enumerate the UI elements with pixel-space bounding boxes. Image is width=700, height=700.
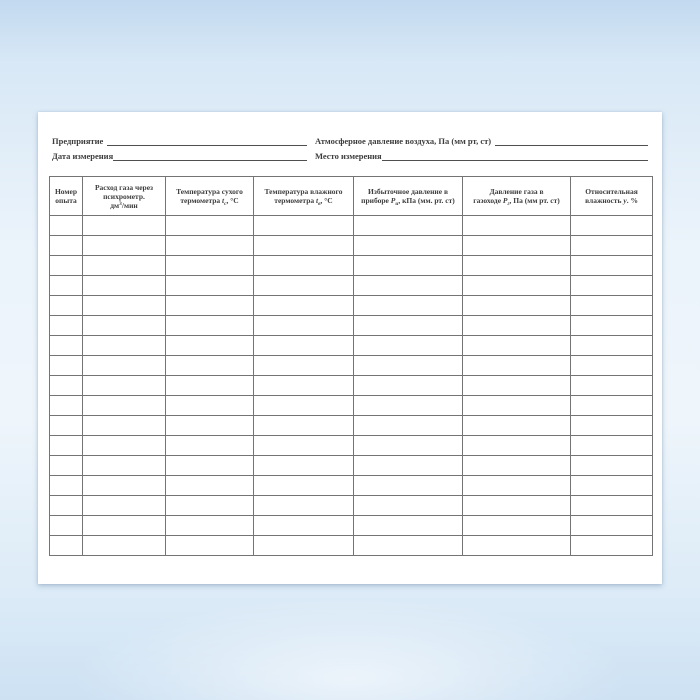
table-cell-excess-pressure-in-device <box>354 476 463 496</box>
table-cell-experiment-number <box>50 516 83 536</box>
table-cell-relative-humidity <box>571 216 653 236</box>
table-cell-dry-bulb-temperature <box>166 476 254 496</box>
table-cell-excess-pressure-in-device <box>354 336 463 356</box>
col-header-excess-pressure-in-device: Избыточное давление в приборе $P_и$, кПа (мм. рт. ст) <box>354 177 463 216</box>
table-cell-wet-bulb-temperature <box>254 376 354 396</box>
table-cell-relative-humidity <box>571 276 653 296</box>
table-cell-experiment-number <box>50 236 83 256</box>
table-cell-gas-flow-through-psychrometer <box>83 356 166 376</box>
table-cell-excess-pressure-in-device <box>354 496 463 516</box>
table-cell-wet-bulb-temperature <box>254 256 354 276</box>
table-cell-gas-pressure-in-duct <box>463 376 571 396</box>
table-cell-wet-bulb-temperature <box>254 456 354 476</box>
table-cell-wet-bulb-temperature <box>254 396 354 416</box>
table-cell-wet-bulb-temperature <box>254 316 354 336</box>
table-cell-excess-pressure-in-device <box>354 256 463 276</box>
table-cell-gas-flow-through-psychrometer <box>83 256 166 276</box>
table-cell-gas-pressure-in-duct <box>463 336 571 356</box>
table-cell-experiment-number <box>50 376 83 396</box>
table-body <box>50 216 653 556</box>
table-cell-experiment-number <box>50 536 83 556</box>
table-cell-gas-pressure-in-duct <box>463 416 571 436</box>
table-row <box>50 516 653 536</box>
table-cell-gas-flow-through-psychrometer <box>83 516 166 536</box>
measurement-date-label: Дата измерения <box>52 151 114 161</box>
table-row <box>50 496 653 516</box>
table-cell-gas-pressure-in-duct <box>463 516 571 536</box>
table-cell-experiment-number <box>50 256 83 276</box>
table-row <box>50 416 653 436</box>
table-cell-dry-bulb-temperature <box>166 396 254 416</box>
table-cell-wet-bulb-temperature <box>254 536 354 556</box>
table-cell-gas-pressure-in-duct <box>463 456 571 476</box>
table-cell-excess-pressure-in-device <box>354 536 463 556</box>
table-row <box>50 536 653 556</box>
table-cell-dry-bulb-temperature <box>166 336 254 356</box>
table-cell-experiment-number <box>50 436 83 456</box>
table-cell-experiment-number <box>50 416 83 436</box>
table-cell-gas-flow-through-psychrometer <box>83 296 166 316</box>
table-cell-relative-humidity <box>571 436 653 456</box>
table-cell-wet-bulb-temperature <box>254 516 354 536</box>
table-cell-relative-humidity <box>571 256 653 276</box>
table-cell-gas-flow-through-psychrometer <box>83 536 166 556</box>
col-header-wet-bulb-temperature: Температура влажного термометра $t_в$, °С <box>254 177 354 216</box>
table-cell-excess-pressure-in-device <box>354 316 463 336</box>
table-cell-gas-flow-through-psychrometer <box>83 396 166 416</box>
table-cell-experiment-number <box>50 496 83 516</box>
table-row <box>50 356 653 376</box>
table-cell-gas-flow-through-psychrometer <box>83 416 166 436</box>
table-row <box>50 256 653 276</box>
table-cell-relative-humidity <box>571 496 653 516</box>
table-cell-relative-humidity <box>571 476 653 496</box>
table-cell-dry-bulb-temperature <box>166 536 254 556</box>
table-row <box>50 476 653 496</box>
table-cell-dry-bulb-temperature <box>166 436 254 456</box>
measurement-place-fill-line <box>382 159 648 161</box>
table-cell-gas-pressure-in-duct <box>463 256 571 276</box>
table-cell-dry-bulb-temperature <box>166 456 254 476</box>
enterprise-label: Предприятие <box>52 136 104 146</box>
table-cell-gas-pressure-in-duct <box>463 436 571 456</box>
table-cell-dry-bulb-temperature <box>166 416 254 436</box>
table-cell-wet-bulb-temperature <box>254 276 354 296</box>
table-cell-gas-flow-through-psychrometer <box>83 336 166 356</box>
table-cell-dry-bulb-temperature <box>166 236 254 256</box>
table-cell-relative-humidity <box>571 516 653 536</box>
table-header-row <box>50 177 653 216</box>
table-cell-relative-humidity <box>571 336 653 356</box>
table-cell-wet-bulb-temperature <box>254 216 354 236</box>
table-cell-dry-bulb-temperature <box>166 316 254 336</box>
col-header-experiment-number: Номер опыта <box>50 177 83 216</box>
col-header-relative-humidity: Относительная влажность у. % <box>571 177 653 216</box>
atmospheric-pressure-label: Атмосферное давление воздуха, Па (мм рт, ст) <box>315 136 492 146</box>
table-cell-excess-pressure-in-device <box>354 376 463 396</box>
table-row <box>50 236 653 256</box>
table-cell-excess-pressure-in-device <box>354 296 463 316</box>
table-cell-gas-pressure-in-duct <box>463 216 571 236</box>
table-cell-relative-humidity <box>571 356 653 376</box>
table-cell-excess-pressure-in-device <box>354 396 463 416</box>
col-header-dry-bulb-temperature: Температура сухого термометра $t_с$, °С <box>166 177 254 216</box>
table-cell-gas-flow-through-psychrometer <box>83 456 166 476</box>
table-row <box>50 456 653 476</box>
table-cell-gas-pressure-in-duct <box>463 476 571 496</box>
table-cell-relative-humidity <box>571 296 653 316</box>
form-row-1 <box>52 133 648 147</box>
table-cell-relative-humidity <box>571 536 653 556</box>
enterprise-field <box>52 136 307 147</box>
table-row <box>50 216 653 236</box>
table-cell-experiment-number <box>50 316 83 336</box>
measurement-date-fill-line <box>113 159 307 161</box>
table-cell-dry-bulb-temperature <box>166 496 254 516</box>
table-cell-dry-bulb-temperature <box>166 296 254 316</box>
table-cell-experiment-number <box>50 476 83 496</box>
table-cell-dry-bulb-temperature <box>166 356 254 376</box>
table-cell-gas-flow-through-psychrometer <box>83 376 166 396</box>
table-row <box>50 396 653 416</box>
table-cell-wet-bulb-temperature <box>254 296 354 316</box>
table-head <box>50 177 653 216</box>
col-header-gas-flow-through-psychrometer: Расход газа через психрометр. $дм^3$/мин <box>83 177 166 216</box>
table-row <box>50 316 653 336</box>
table-cell-excess-pressure-in-device <box>354 456 463 476</box>
table-cell-dry-bulb-temperature <box>166 376 254 396</box>
table-cell-gas-pressure-in-duct <box>463 536 571 556</box>
table-cell-experiment-number <box>50 276 83 296</box>
table-cell-gas-flow-through-psychrometer <box>83 476 166 496</box>
table-cell-wet-bulb-temperature <box>254 496 354 516</box>
table-cell-gas-flow-through-psychrometer <box>83 236 166 256</box>
measurement-place-label: Место измерения <box>315 151 382 161</box>
table-cell-gas-flow-through-psychrometer <box>83 316 166 336</box>
table-cell-relative-humidity <box>571 316 653 336</box>
table-cell-dry-bulb-temperature <box>166 276 254 296</box>
table-cell-experiment-number <box>50 296 83 316</box>
table-cell-wet-bulb-temperature <box>254 336 354 356</box>
table-cell-gas-pressure-in-duct <box>463 236 571 256</box>
atmospheric-pressure-fill-line <box>495 144 648 146</box>
table-cell-gas-pressure-in-duct <box>463 356 571 376</box>
table-cell-experiment-number <box>50 456 83 476</box>
table-cell-excess-pressure-in-device <box>354 356 463 376</box>
table-cell-gas-pressure-in-duct <box>463 496 571 516</box>
table-cell-gas-flow-through-psychrometer <box>83 216 166 236</box>
table-cell-experiment-number <box>50 396 83 416</box>
table-cell-wet-bulb-temperature <box>254 236 354 256</box>
measurements-table <box>49 176 653 556</box>
table-cell-gas-flow-through-psychrometer <box>83 436 166 456</box>
table-cell-excess-pressure-in-device <box>354 436 463 456</box>
table-cell-gas-flow-through-psychrometer <box>83 276 166 296</box>
form-header <box>52 133 648 163</box>
table-cell-excess-pressure-in-device <box>354 216 463 236</box>
enterprise-fill-line <box>107 144 307 146</box>
table-cell-gas-pressure-in-duct <box>463 276 571 296</box>
table-row <box>50 436 653 456</box>
table-cell-excess-pressure-in-device <box>354 516 463 536</box>
table-cell-gas-pressure-in-duct <box>463 396 571 416</box>
table-cell-experiment-number <box>50 356 83 376</box>
table-cell-dry-bulb-temperature <box>166 256 254 276</box>
table-cell-wet-bulb-temperature <box>254 476 354 496</box>
table-row <box>50 276 653 296</box>
table-cell-wet-bulb-temperature <box>254 356 354 376</box>
table-cell-relative-humidity <box>571 236 653 256</box>
col-header-gas-pressure-in-duct: Давление газа в газоходе $P_г$, Па (мм рт. ст) <box>463 177 571 216</box>
table-cell-gas-pressure-in-duct <box>463 316 571 336</box>
table-cell-relative-humidity <box>571 376 653 396</box>
table-cell-dry-bulb-temperature <box>166 516 254 536</box>
table-row <box>50 376 653 396</box>
document-sheet <box>38 112 662 584</box>
table-row <box>50 296 653 316</box>
atmospheric-pressure-field <box>315 136 648 147</box>
table-row <box>50 336 653 356</box>
table-cell-relative-humidity <box>571 396 653 416</box>
table-cell-wet-bulb-temperature <box>254 436 354 456</box>
table-cell-relative-humidity <box>571 416 653 436</box>
table-cell-excess-pressure-in-device <box>354 416 463 436</box>
table-cell-excess-pressure-in-device <box>354 236 463 256</box>
table-cell-dry-bulb-temperature <box>166 216 254 236</box>
table-cell-experiment-number <box>50 336 83 356</box>
form-row-2 <box>52 148 648 162</box>
table-cell-experiment-number <box>50 216 83 236</box>
measurement-place-field <box>315 151 648 162</box>
table-cell-wet-bulb-temperature <box>254 416 354 436</box>
measurement-date-field <box>52 151 307 162</box>
table-cell-gas-pressure-in-duct <box>463 296 571 316</box>
table-cell-relative-humidity <box>571 456 653 476</box>
table-cell-gas-flow-through-psychrometer <box>83 496 166 516</box>
table-cell-excess-pressure-in-device <box>354 276 463 296</box>
